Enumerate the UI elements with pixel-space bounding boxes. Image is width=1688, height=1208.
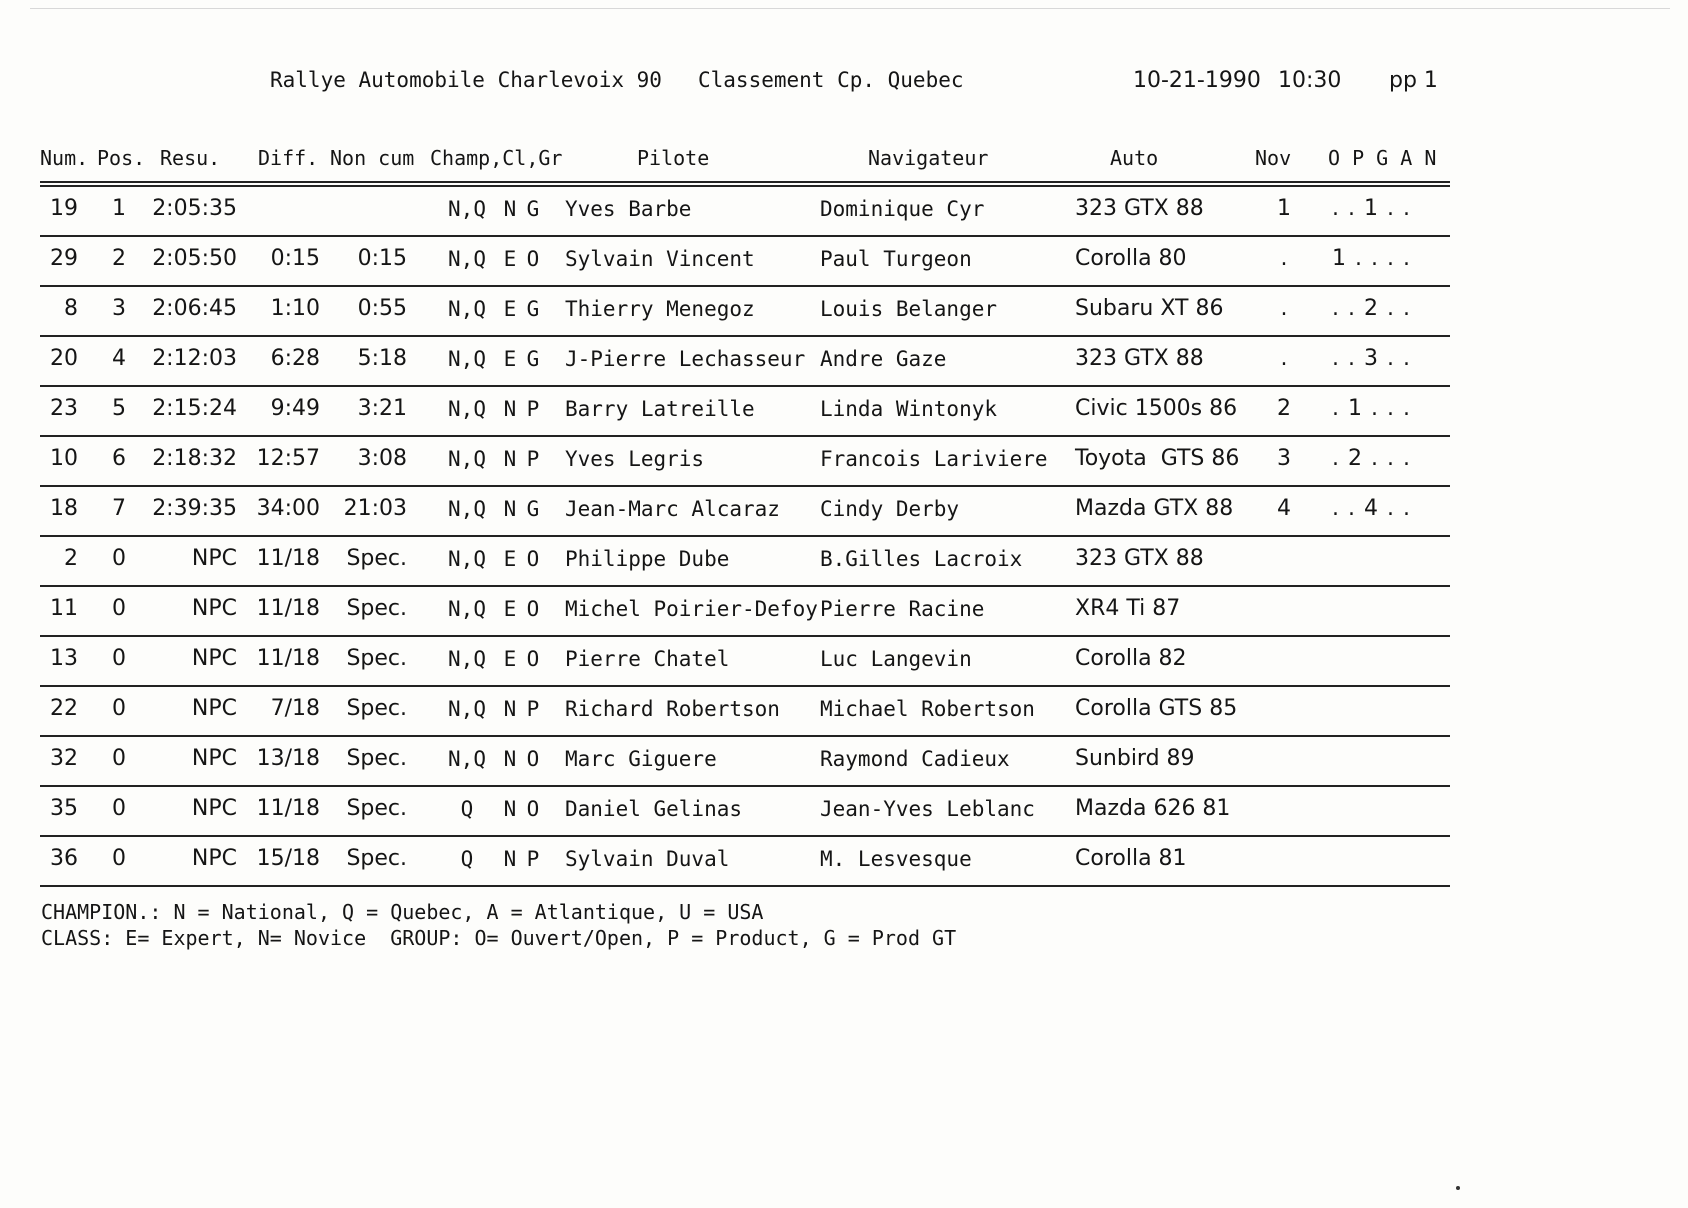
cell-pos: 6 [112, 446, 126, 471]
report-time: 10:30 [1278, 68, 1342, 93]
table-row [0, 187, 1688, 237]
cell-auto: Corolla 82 [1075, 646, 1187, 671]
cell-champ: N,Q [448, 397, 486, 421]
legend-champion: CHAMPION.: N = National, Q = Quebec, A = Atlantique, U = USA [41, 900, 764, 924]
cell-noncum: Spec. [346, 596, 407, 621]
table-row [0, 487, 1688, 537]
cell-pos: 0 [112, 646, 126, 671]
classification-title: Classement Cp. Quebec [698, 68, 964, 92]
cell-gr: G [526, 197, 540, 221]
col-header-opgan: O P G A N [1328, 146, 1437, 170]
cell-resu: 2:39:35 [152, 496, 237, 521]
col-header-champ: Champ,Cl,Gr [430, 146, 563, 170]
event-title: Rallye Automobile Charlevoix 90 [270, 68, 662, 92]
cell-gr: O [526, 247, 540, 271]
cell-nov: . [1280, 346, 1288, 371]
table-row [0, 437, 1688, 487]
cell-auto: Corolla 81 [1075, 846, 1187, 871]
cell-champ: N,Q [448, 197, 486, 221]
table-row [0, 737, 1688, 787]
cell-resu: NPC [191, 796, 237, 821]
cell-diff: 1:10 [270, 296, 320, 321]
cell-gr: P [526, 447, 540, 471]
cell-cl: N [503, 797, 517, 821]
cell-diff: 11/18 [256, 796, 320, 821]
cell-resu: NPC [191, 696, 237, 721]
cell-pilote: J-Pierre Lechasseur [565, 347, 806, 371]
cell-auto: Mazda 626 81 [1075, 796, 1231, 821]
cell-diff: 11/18 [256, 546, 320, 571]
cell-pos: 0 [112, 546, 126, 571]
cell-diff: 15/18 [256, 846, 320, 871]
col-header-num: Num. [40, 146, 89, 170]
cell-resu: 2:05:50 [152, 246, 237, 271]
cell-resu: NPC [191, 646, 237, 671]
cell-resu: 2:18:32 [152, 446, 237, 471]
cell-num: 19 [50, 196, 78, 221]
cell-nov: 1 [1277, 196, 1291, 221]
cell-cl: E [503, 347, 517, 371]
cell-nov: . [1280, 246, 1288, 271]
table-row [0, 287, 1688, 337]
cell-pilote: Jean-Marc Alcaraz [565, 497, 780, 521]
cell-pilote: Pierre Chatel [565, 647, 730, 671]
col-header-nov: Nov [1255, 146, 1292, 170]
top-edge-line [30, 8, 1670, 9]
cell-noncum: 0:15 [357, 246, 407, 271]
cell-champ: N,Q [448, 597, 486, 621]
cell-auto: Mazda GTX 88 [1075, 496, 1234, 521]
cell-auto: Corolla 80 [1075, 246, 1187, 271]
cell-auto: Civic 1500s 86 [1075, 396, 1238, 421]
cell-diff: 9:49 [270, 396, 320, 421]
cell-navigateur: Michael Robertson [820, 697, 1035, 721]
cell-navigateur: Luc Langevin [820, 647, 972, 671]
cell-num: 11 [50, 596, 78, 621]
cell-resu: 2:06:45 [152, 296, 237, 321]
cell-cl: N [503, 197, 517, 221]
cell-gr: P [526, 847, 540, 871]
col-header-auto: Auto [1110, 146, 1159, 170]
cell-noncum: Spec. [346, 646, 407, 671]
cell-champ: N,Q [448, 447, 486, 471]
cell-cl: N [503, 847, 517, 871]
cell-pilote: Sylvain Duval [565, 847, 730, 871]
table-row [0, 387, 1688, 437]
cell-gr: O [526, 647, 540, 671]
cell-num: 32 [50, 746, 78, 771]
cell-navigateur: B.Gilles Lacroix [820, 547, 1023, 571]
cell-diff: 7/18 [270, 696, 320, 721]
cell-diff: 12:57 [256, 446, 320, 471]
row-divider [40, 885, 1450, 887]
cell-pos: 0 [112, 746, 126, 771]
cell-auto: 323 GTX 88 [1075, 196, 1204, 221]
cell-gr: O [526, 797, 540, 821]
cell-navigateur: Louis Belanger [820, 297, 998, 321]
cell-pos: 0 [112, 596, 126, 621]
cell-opgan: . 1 . . . [1332, 396, 1411, 421]
cell-champ: Q [460, 797, 474, 821]
cell-noncum: 21:03 [343, 496, 407, 521]
report-date: 10-21-1990 [1133, 68, 1261, 93]
cell-diff: 6:28 [270, 346, 320, 371]
cell-num: 18 [50, 496, 78, 521]
cell-navigateur: Andre Gaze [820, 347, 947, 371]
cell-nov: 2 [1277, 396, 1291, 421]
cell-noncum: 0:55 [357, 296, 407, 321]
cell-pos: 7 [112, 496, 126, 521]
cell-pos: 2 [112, 246, 126, 271]
cell-num: 22 [50, 696, 78, 721]
cell-noncum: 3:08 [357, 446, 407, 471]
cell-navigateur: Linda Wintonyk [820, 397, 998, 421]
cell-auto: Sunbird 89 [1075, 746, 1195, 771]
cell-noncum: Spec. [346, 696, 407, 721]
cell-noncum: 3:21 [357, 396, 407, 421]
cell-pos: 1 [112, 196, 126, 221]
cell-auto: 323 GTX 88 [1075, 546, 1204, 571]
cell-champ: Q [460, 847, 474, 871]
cell-navigateur: M. Lesvesque [820, 847, 972, 871]
col-header-resu: Resu. [160, 146, 221, 170]
cell-auto: Subaru XT 86 [1075, 296, 1224, 321]
cell-cl: N [503, 747, 517, 771]
cell-resu: NPC [191, 596, 237, 621]
cell-navigateur: Jean-Yves Leblanc [820, 797, 1035, 821]
cell-pilote: Richard Robertson [565, 697, 780, 721]
cell-num: 10 [50, 446, 78, 471]
cell-opgan: . . 1 . . [1332, 196, 1411, 221]
cell-pos: 5 [112, 396, 126, 421]
cell-pilote: Daniel Gelinas [565, 797, 743, 821]
col-header-pos: Pos. [97, 146, 146, 170]
cell-diff: 11/18 [256, 596, 320, 621]
cell-auto: 323 GTX 88 [1075, 346, 1204, 371]
cell-gr: O [526, 597, 540, 621]
col-header-pilote: Pilote [637, 146, 710, 170]
cell-pilote: Philippe Dube [565, 547, 730, 571]
cell-champ: N,Q [448, 347, 486, 371]
cell-noncum: Spec. [346, 546, 407, 571]
cell-diff: 34:00 [256, 496, 320, 521]
cell-num: 36 [50, 846, 78, 871]
cell-auto: XR4 Ti 87 [1075, 596, 1181, 621]
cell-num: 23 [50, 396, 78, 421]
cell-gr: O [526, 547, 540, 571]
cell-champ: N,Q [448, 547, 486, 571]
cell-nov: 3 [1277, 446, 1291, 471]
cell-diff: 13/18 [256, 746, 320, 771]
cell-champ: N,Q [448, 647, 486, 671]
cell-navigateur: Dominique Cyr [820, 197, 985, 221]
cell-resu: NPC [191, 546, 237, 571]
table-row [0, 587, 1688, 637]
legend-class-group: CLASS: E= Expert, N= Novice GROUP: O= Ouvert/Open, P = Product, G = Prod GT [41, 926, 957, 950]
table-row [0, 837, 1688, 887]
cell-pilote: Michel Poirier-Defoy [565, 597, 818, 621]
cell-num: 29 [50, 246, 78, 271]
table-row [0, 537, 1688, 587]
cell-navigateur: Raymond Cadieux [820, 747, 1010, 771]
cell-champ: N,Q [448, 247, 486, 271]
cell-auto: Toyota GTS 86 [1075, 446, 1240, 471]
cell-noncum: 5:18 [357, 346, 407, 371]
col-header-navigateur: Navigateur [868, 146, 989, 170]
col-header-noncum: Non cum [330, 146, 415, 170]
cell-cl: E [503, 547, 517, 571]
paper-speck [1456, 1186, 1460, 1190]
cell-resu: NPC [191, 746, 237, 771]
cell-pilote: Marc Giguere [565, 747, 717, 771]
cell-navigateur: Cindy Derby [820, 497, 960, 521]
cell-gr: G [526, 297, 540, 321]
col-header-diff: Diff. [258, 146, 319, 170]
cell-diff: 11/18 [256, 646, 320, 671]
cell-champ: N,Q [448, 697, 486, 721]
cell-opgan: . . 4 . . [1332, 496, 1411, 521]
cell-opgan: . . 3 . . [1332, 346, 1411, 371]
cell-gr: P [526, 397, 540, 421]
cell-cl: E [503, 297, 517, 321]
cell-cl: N [503, 397, 517, 421]
cell-champ: N,Q [448, 747, 486, 771]
cell-num: 35 [50, 796, 78, 821]
cell-pilote: Yves Legris [565, 447, 705, 471]
cell-num: 13 [50, 646, 78, 671]
cell-cl: N [503, 697, 517, 721]
cell-pilote: Thierry Menegoz [565, 297, 755, 321]
cell-gr: O [526, 747, 540, 771]
cell-nov: . [1280, 296, 1288, 321]
cell-pos: 0 [112, 796, 126, 821]
cell-gr: G [526, 497, 540, 521]
cell-opgan: . 2 . . . [1332, 446, 1411, 471]
cell-num: 2 [64, 546, 78, 571]
cell-resu: 2:05:35 [152, 196, 237, 221]
cell-num: 8 [64, 296, 78, 321]
cell-navigateur: Francois Lariviere [820, 447, 1048, 471]
cell-pos: 0 [112, 846, 126, 871]
cell-cl: N [503, 497, 517, 521]
cell-num: 20 [50, 346, 78, 371]
cell-noncum: Spec. [346, 796, 407, 821]
cell-cl: E [503, 597, 517, 621]
cell-resu: 2:15:24 [152, 396, 237, 421]
cell-champ: N,Q [448, 497, 486, 521]
cell-opgan: . . 2 . . [1332, 296, 1411, 321]
table-row [0, 787, 1688, 837]
cell-cl: E [503, 247, 517, 271]
cell-auto: Corolla GTS 85 [1075, 696, 1238, 721]
table-row [0, 637, 1688, 687]
cell-diff: 0:15 [270, 246, 320, 271]
cell-noncum: Spec. [346, 846, 407, 871]
table-row [0, 337, 1688, 387]
cell-pilote: Sylvain Vincent [565, 247, 755, 271]
cell-pos: 0 [112, 696, 126, 721]
cell-opgan: 1 . . . . [1332, 246, 1411, 271]
cell-noncum: Spec. [346, 746, 407, 771]
page-number: pp 1 [1389, 68, 1438, 93]
cell-nov: 4 [1277, 496, 1291, 521]
cell-cl: E [503, 647, 517, 671]
cell-gr: P [526, 697, 540, 721]
table-row [0, 237, 1688, 287]
cell-resu: NPC [191, 846, 237, 871]
cell-pos: 4 [112, 346, 126, 371]
cell-navigateur: Paul Turgeon [820, 247, 972, 271]
cell-resu: 2:12:03 [152, 346, 237, 371]
table-row [0, 687, 1688, 737]
cell-pilote: Yves Barbe [565, 197, 692, 221]
cell-pos: 3 [112, 296, 126, 321]
cell-cl: N [503, 447, 517, 471]
cell-gr: G [526, 347, 540, 371]
cell-navigateur: Pierre Racine [820, 597, 985, 621]
cell-champ: N,Q [448, 297, 486, 321]
cell-pilote: Barry Latreille [565, 397, 755, 421]
